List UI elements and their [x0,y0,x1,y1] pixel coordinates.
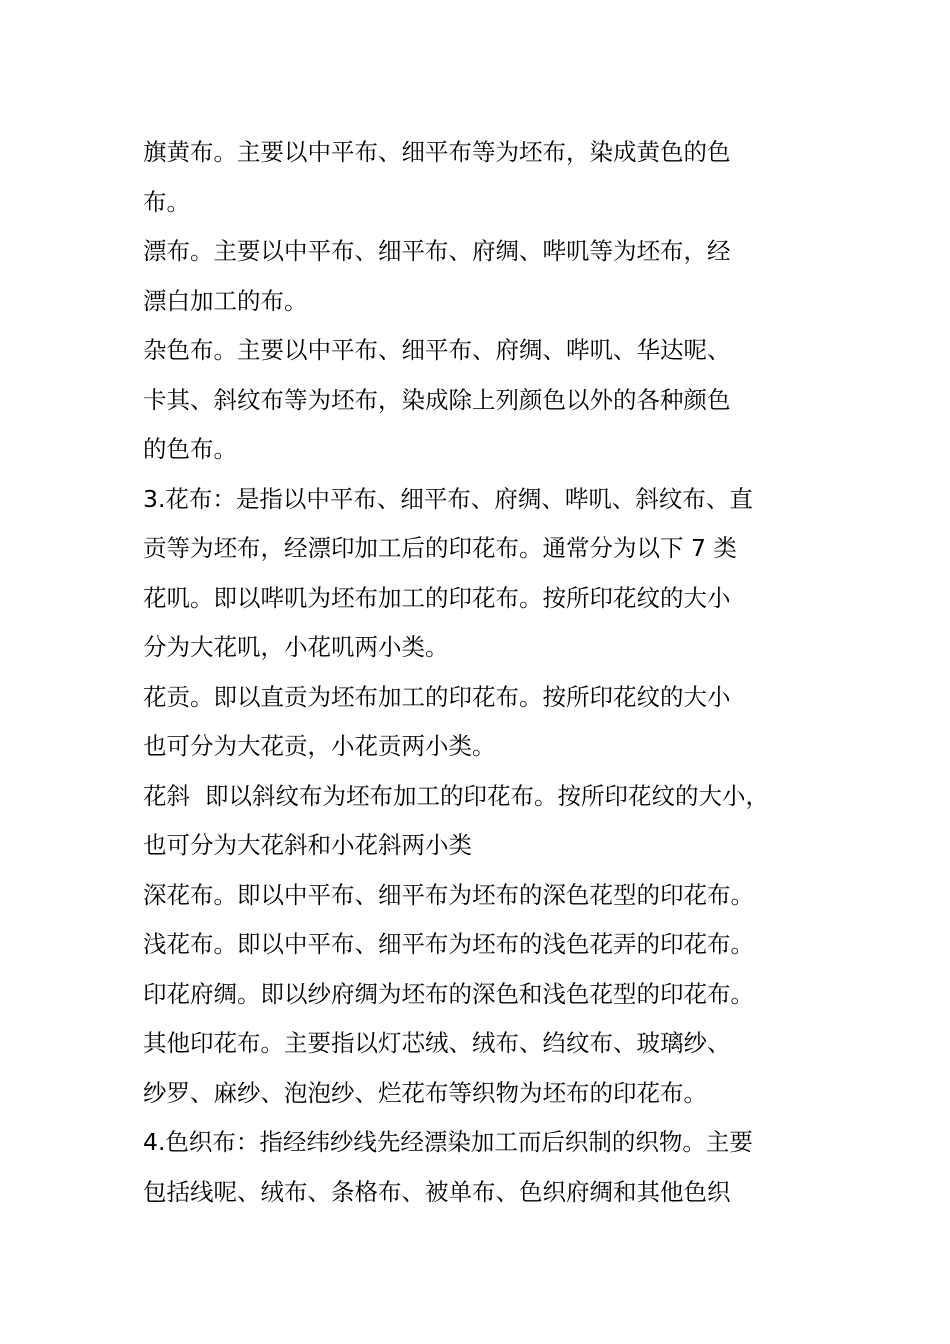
text-line: 浅花布。即以中平布、细平布为坯布的浅色花弄的印花布。 [143,930,754,958]
text-line: 分为大花叽，小花叽两小类。 [143,633,449,661]
text-line: 卡其、斜纹布等为坯布，染成除上列颜色以外的各种颜色 [143,385,731,414]
text-line: 的色布。 [143,435,237,463]
text-line: 3.花布：是指以中平布、细平布、府绸、哔叽、斜纹布、直 [143,484,753,513]
text-line: 深花布。即以中平布、细平布为坯布的深色花型的印花布。 [143,880,754,909]
text-line: 漂白加工的布。 [143,286,308,315]
text-line: 花叽。即以哔叽为坯布加工的印花布。按所印花纹的大小 [143,583,731,612]
text-line: 其他印花布。主要指以灯芯绒、绒布、绉纹布、玻璃纱、 [143,1029,731,1057]
text-line: 杂色布。主要以中平布、细平布、府绸、哔叽、华达呢、 [143,336,731,364]
body-text [143,128,823,1217]
text-line: 也可分为大花贡，小花贡两小类。 [143,732,496,760]
text-line: 旗黄布。主要以中平布、细平布等为坯布，染成黄色的色 [143,138,731,166]
text-line: 印花府绸。即以纱府绸为坯布的深色和浅色花型的印花布。 [143,979,754,1008]
text-line: 布。 [143,187,190,216]
text-line: 贡等为坯布，经漂印加工后的印花布。通常分为以下 7 类 [143,534,737,562]
text-line: 花斜 即以斜纹布为坯布加工的印花布。按所印花纹的大小， [143,781,769,810]
text-line: 纱罗、麻纱、泡泡纱、烂花布等织物为坯布的印花布。 [143,1078,707,1107]
text-line: 漂布。主要以中平布、细平布、府绸、哔叽等为坯布，经 [143,237,731,265]
text-line: 包括线呢、绒布、条格布、被单布、色织府绸和其他色织 [143,1177,731,1206]
text-line: 也可分为大花斜和小花斜两小类 [143,831,472,859]
text-line: 4.色织布：指经纬纱线先经漂染加工而后织制的织物。主要 [143,1128,753,1156]
text-line: 花贡。即以直贡为坯布加工的印花布。按所印花纹的大小 [143,682,731,711]
